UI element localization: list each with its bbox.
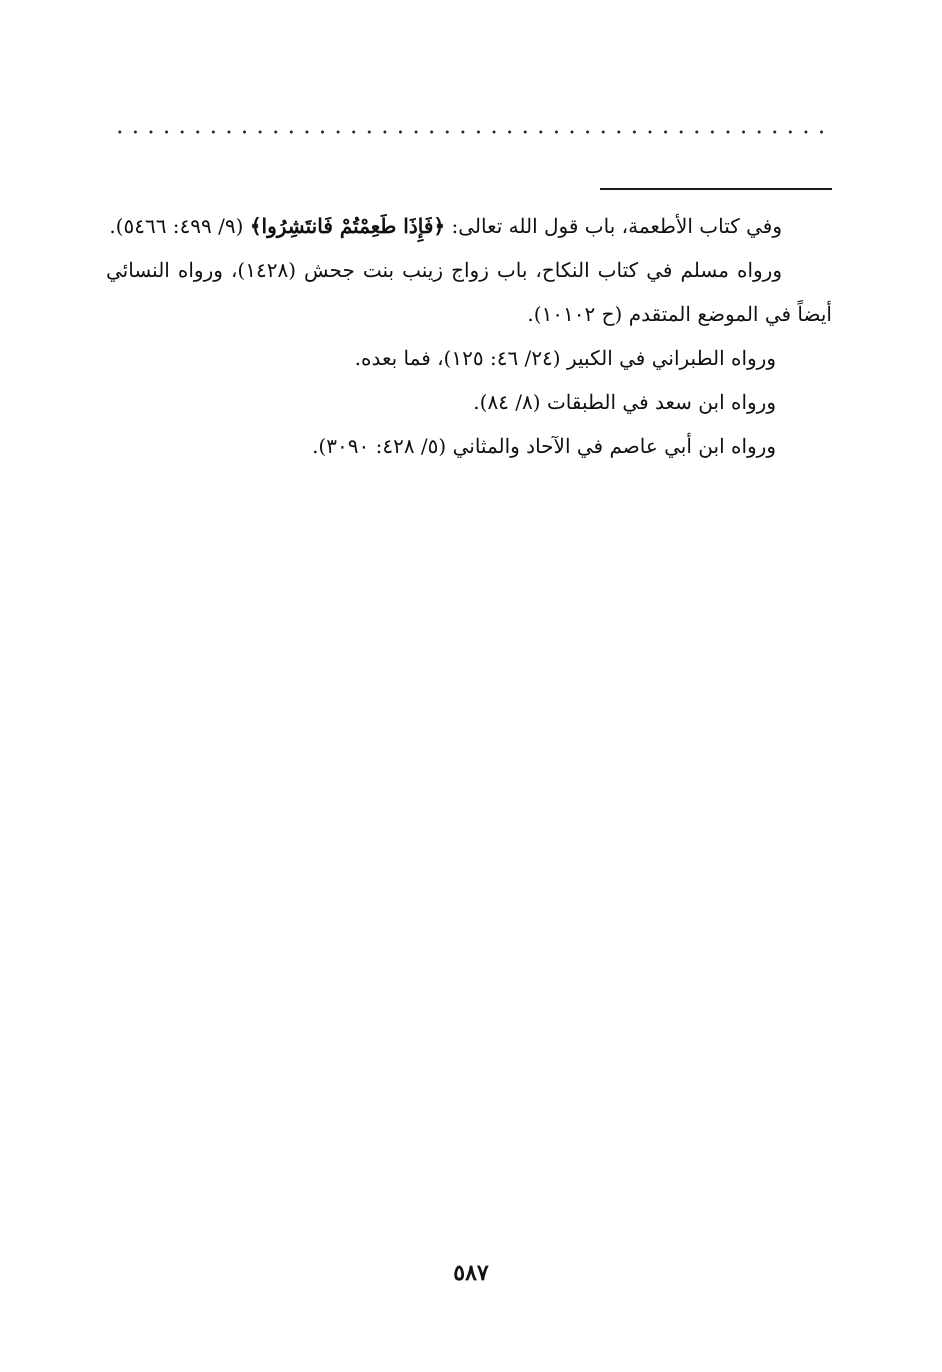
footnote-reference: (٩/ ٤٩٩: ٥٤٦٦). (109, 214, 250, 238)
quran-verse: ﴿فَإِذَا طَعِمْتُمْ فَانتَشِرُوا﴾ (249, 214, 446, 238)
footnote-entry-muslim: ورواه مسلم في كتاب النكاح، باب زواج زينب بنت جحش (١٤٢٨)، ورواه النسائي أيضاً في الموضع المتقدم (ح ١٠١٠٢). (106, 258, 832, 326)
footnote-text: وفي كتاب الأطعمة، باب قول الله تعالى: (445, 214, 782, 238)
dotted-separator (112, 129, 832, 135)
footnote-entry-tabarani: ورواه الطبراني في الكبير (٢٤/ ٤٦: ١٢٥)، فما بعده. (354, 346, 776, 370)
footnote-entry-ibn-saad: ورواه ابن سعد في الطبقات (٨/ ٨٤). (473, 390, 776, 414)
page-number: ٥٨٧ (453, 1260, 489, 1286)
footnotes-block (106, 204, 832, 468)
footnote-entry-bukhari (106, 204, 832, 248)
footnote-entry-ibn-abi-asim: ورواه ابن أبي عاصم في الآحاد والمثاني (٥/ ٤٢٨: ٣٠٩٠). (312, 434, 776, 458)
footnote-separator-line (600, 188, 832, 190)
